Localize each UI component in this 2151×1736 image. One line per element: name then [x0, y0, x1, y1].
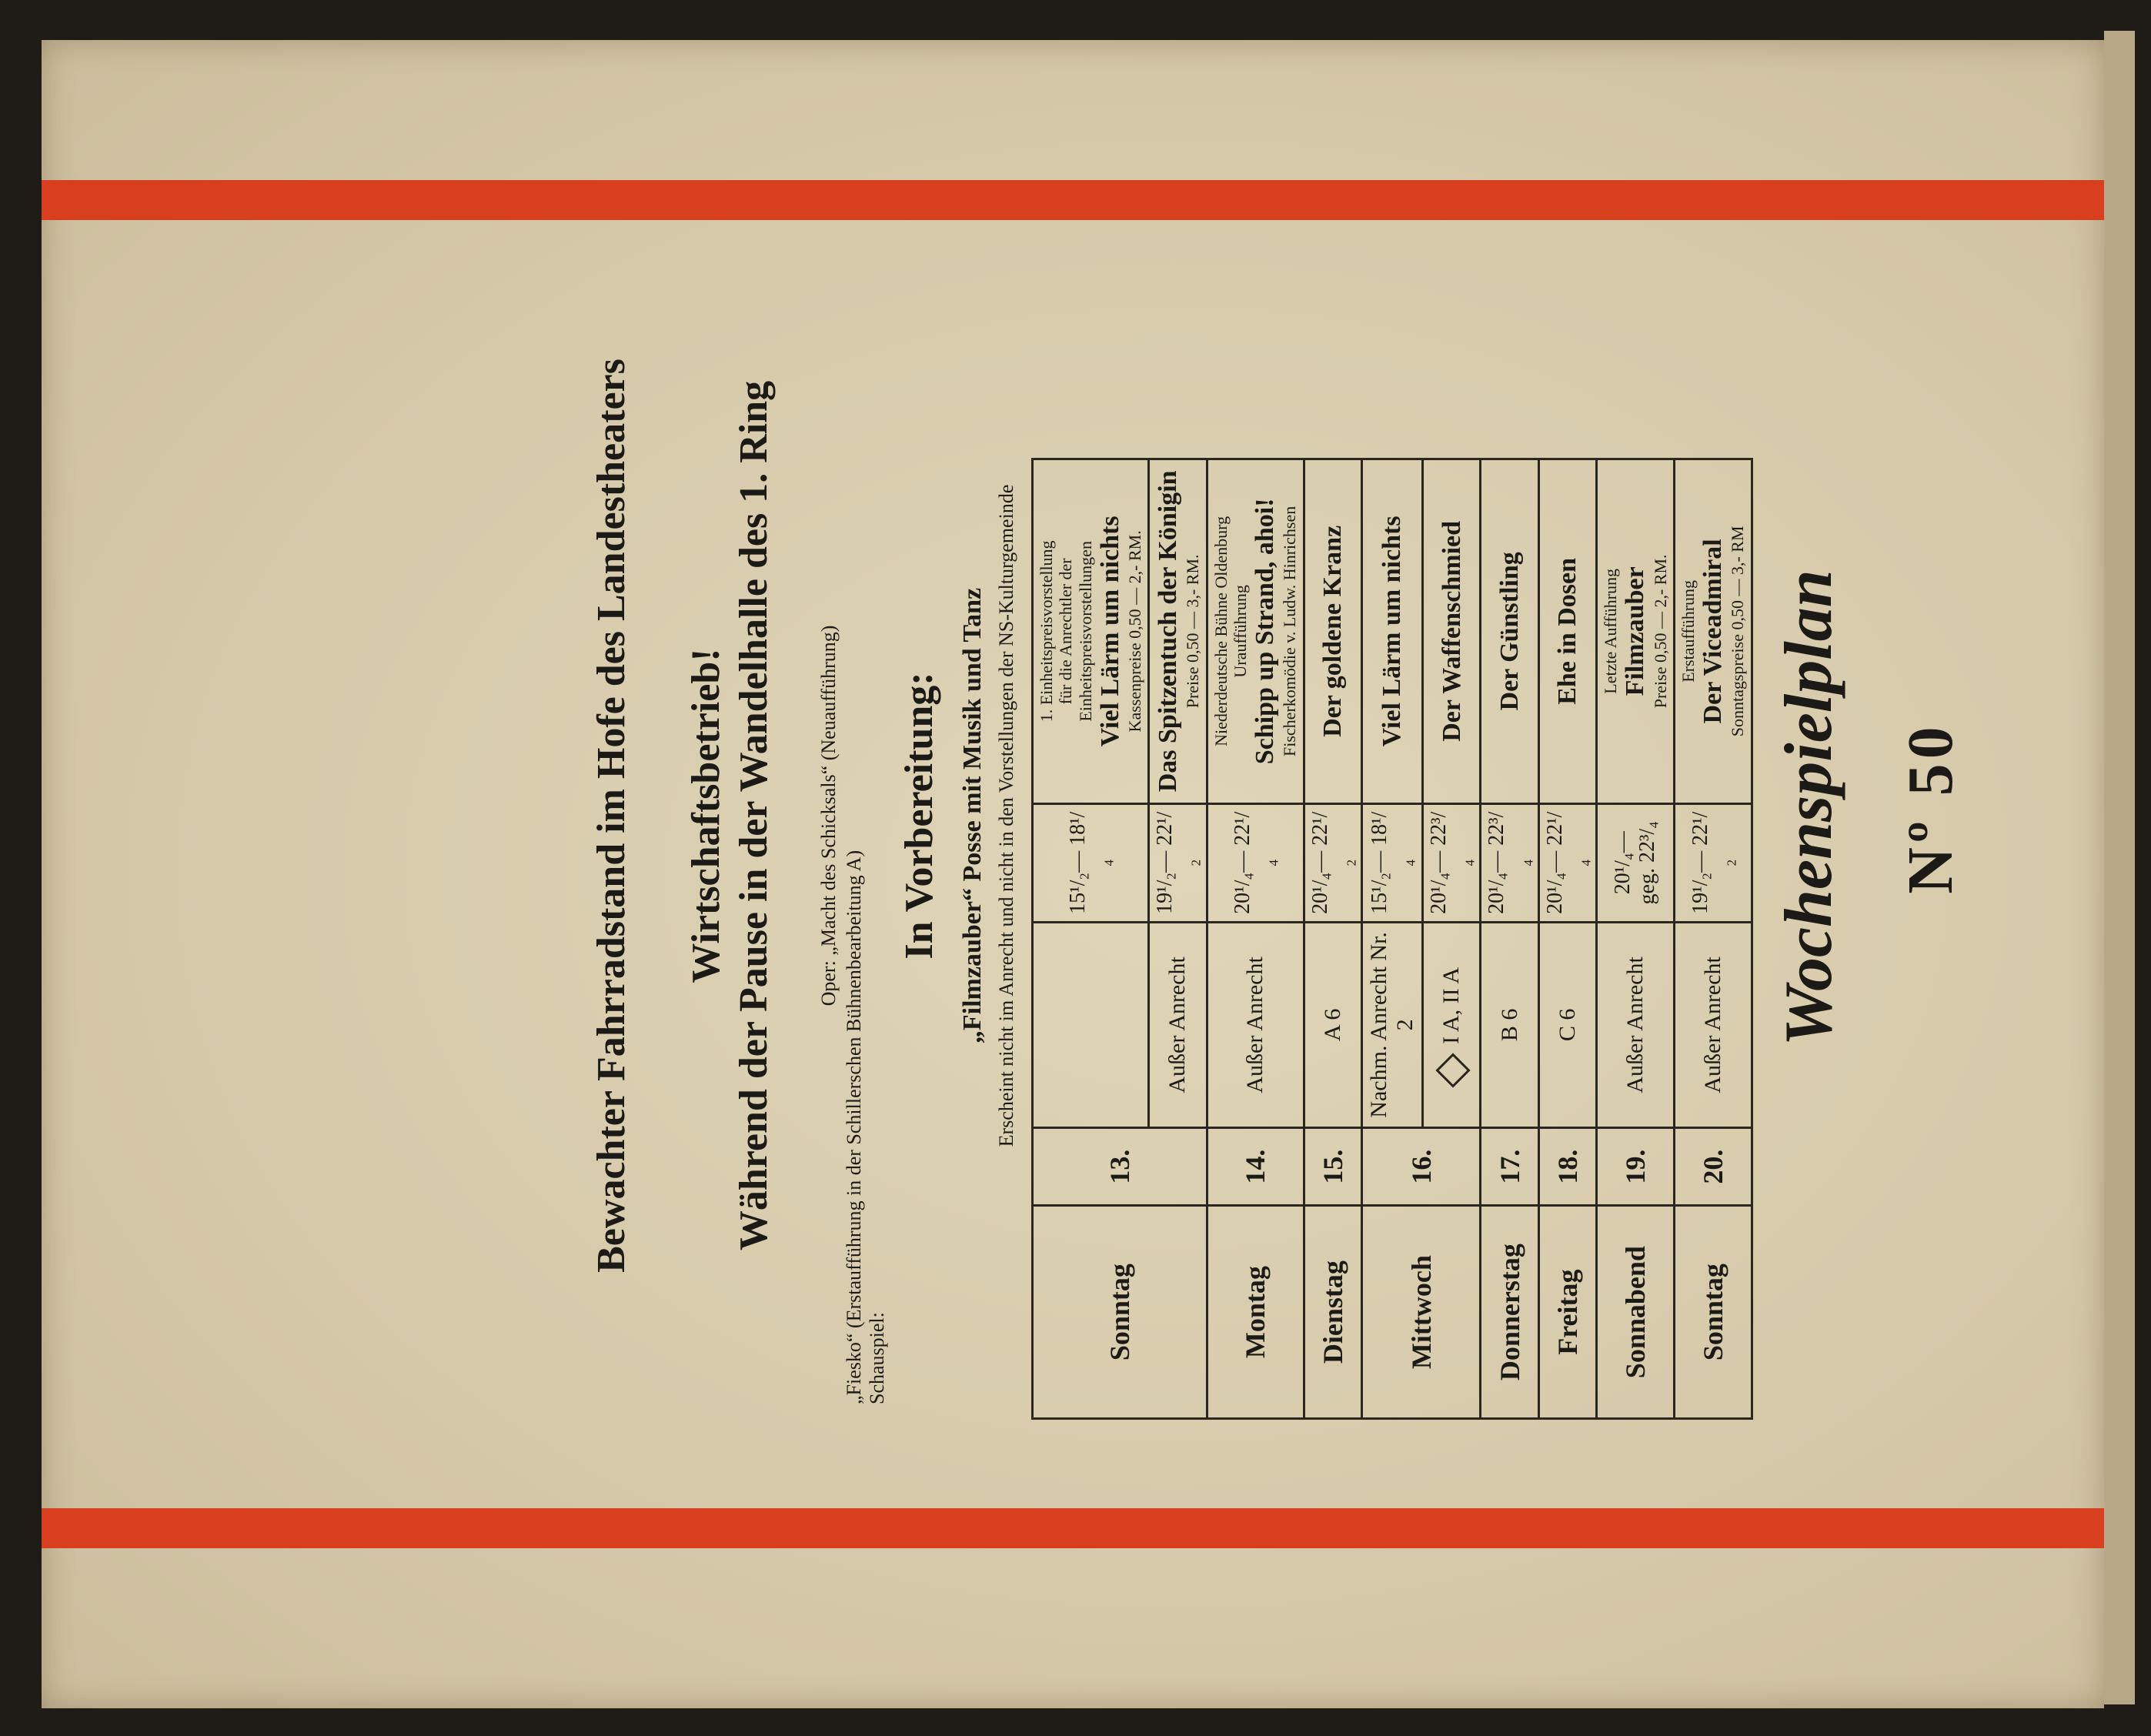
rotated-content	[115, 42, 2039, 1574]
schauspiel-label: Schauspiel:	[866, 1312, 888, 1404]
filmzauber-note: „Filmzauber“ Posse mit Musik und Tanz	[958, 587, 987, 1044]
subscription-label: I A, II A	[1438, 966, 1464, 1044]
date-cell: 15.	[1304, 1127, 1361, 1205]
play-note: Preise 0,50 — 3,- RM.	[1183, 554, 1203, 709]
anrecht-note: Erscheint nicht im Anrecht und nicht in den Vorstellungen der NS-Kulturgemeinde	[995, 484, 1017, 1147]
play-title: Viel Lärm um nichts	[1378, 516, 1407, 747]
play-title: Der Waffenschmied	[1437, 520, 1466, 742]
subscription-label: C 6	[1554, 1008, 1580, 1042]
oper-entry: Oper: „Macht des Schicksals“ (Neuaufführung)	[817, 625, 840, 1007]
schedule-row	[1538, 459, 1596, 1419]
day-cell: Dienstag	[1304, 1206, 1361, 1419]
schedule-row	[1674, 459, 1752, 1419]
schedule-row	[1597, 459, 1675, 1419]
time-cell: 20¹/₄— 22¹/₂	[1304, 803, 1361, 922]
bicycle-notice: Bewachter Fahrradstand im Hofe des Landestheaters	[590, 359, 633, 1273]
subscription-cell	[1304, 922, 1361, 1127]
subscription-cell	[1362, 922, 1423, 1127]
play-preface: Niederdeutsche Bühne Oldenburg	[1211, 516, 1231, 746]
weekly-schedule-table	[1031, 458, 1753, 1420]
play-cell	[1207, 459, 1304, 804]
schedule-row	[1481, 459, 1538, 1419]
ns-emblem-icon	[1435, 1053, 1470, 1087]
schedule-row	[1033, 459, 1149, 1419]
time-cell: 19¹/₂— 22¹/₂	[1149, 803, 1207, 922]
play-title: Der goldene Kranz	[1318, 525, 1348, 737]
play-title: Ehe in Dosen	[1553, 557, 1582, 705]
play-cell	[1423, 459, 1481, 804]
subscription-label: Außer Anrecht	[1699, 956, 1725, 1093]
subscription-cell	[1597, 922, 1675, 1127]
time-cell: 20¹/₄— 22¹/₄	[1207, 803, 1304, 922]
play-cell	[1149, 459, 1207, 804]
play-preface: Letzte Aufführung	[1601, 569, 1621, 694]
subscription-label: Außer Anrecht	[1164, 956, 1191, 1093]
schedule-row	[1304, 459, 1361, 1419]
date-cell: 18.	[1538, 1127, 1596, 1205]
play-note: Kassenpreise 0,50 — 2,- RM.	[1124, 530, 1144, 733]
play-cell	[1033, 459, 1149, 804]
play-note: Fischerkomödie v. Ludw. Hinrichsen	[1280, 506, 1300, 756]
play-cell	[1597, 459, 1675, 804]
catering-notice: Wirtschaftsbetrieb!	[684, 648, 728, 983]
day-cell: Mittwoch	[1362, 1206, 1481, 1419]
time-cell: 20¹/₄— geg. 22³/₄	[1597, 803, 1675, 922]
play-cell	[1674, 459, 1752, 804]
play-title: Schipp up Strand, ahoi!	[1251, 498, 1280, 765]
play-preface: 1. Einheitspreisvorstellung	[1037, 540, 1056, 723]
play-preface: für die Anrechtler der	[1056, 558, 1076, 705]
date-cell: 19.	[1597, 1127, 1675, 1205]
subscription-label: A 6	[1319, 1008, 1345, 1042]
play-cell	[1538, 459, 1596, 804]
subscription-cell	[1207, 922, 1304, 1127]
subscription-cell	[1538, 922, 1596, 1127]
play-title: Der Viceadmiral	[1698, 539, 1728, 724]
page-edge	[2104, 31, 2135, 1704]
date-cell: 14.	[1207, 1127, 1304, 1205]
schedule-row	[1207, 459, 1304, 1419]
pause-notice: Während der Pause in der Wandelhalle des 1. Ring	[732, 380, 776, 1251]
play-title: Filmzauber	[1621, 566, 1650, 696]
day-cell: Sonnabend	[1597, 1206, 1675, 1419]
subscription-label: B 6	[1496, 1008, 1522, 1042]
play-preface: Einheitspreisvorstellungen	[1075, 541, 1095, 722]
day-cell: Freitag	[1538, 1206, 1596, 1419]
subscription-cell	[1481, 922, 1538, 1127]
time-cell: 20¹/₄— 22³/₄	[1481, 803, 1538, 922]
page-title: Wochenspielplan	[1772, 569, 1846, 1047]
date-cell: 17.	[1481, 1127, 1538, 1205]
schedule-row	[1362, 459, 1423, 1419]
schauspiel-entry: „Fiesko“ (Erstaufführung in der Schillerschen Bühnenbearbeitung A)	[843, 850, 865, 1404]
day-cell: Sonntag	[1033, 1206, 1207, 1419]
date-cell: 16.	[1362, 1127, 1481, 1205]
day-cell: Donnerstag	[1481, 1206, 1538, 1419]
preparation-heading: In Vorbereitung:	[897, 672, 941, 960]
date-cell: 13.	[1033, 1127, 1207, 1205]
play-title: Viel Lärm um nichts	[1095, 516, 1124, 747]
subscription-label: Nachm. Anrecht Nr. 2	[1366, 932, 1418, 1118]
subscription-cell	[1674, 922, 1752, 1127]
day-cell: Sonntag	[1674, 1206, 1752, 1419]
time-cell: 20¹/₄— 22¹/₄	[1538, 803, 1596, 922]
date-cell: 20.	[1674, 1127, 1752, 1205]
subscription-label: Außer Anrecht	[1622, 956, 1648, 1093]
play-preface: Uraufführung	[1230, 585, 1250, 678]
play-note: Preise 0,50 — 2,- RM.	[1650, 554, 1670, 709]
play-title: Der Günstling	[1495, 552, 1525, 711]
subscription-cell	[1423, 922, 1481, 1127]
play-preface: Erstaufführung	[1678, 579, 1698, 683]
play-cell	[1362, 459, 1423, 804]
time-cell: 15¹/₂— 18¹/₄	[1362, 803, 1423, 922]
play-title: Das Spitzentuch der Königin	[1154, 470, 1183, 793]
play-cell	[1304, 459, 1361, 804]
subscription-label: Außer Anrecht	[1242, 956, 1268, 1093]
play-note: Sonntagspreise 0,50 — 3,- RM	[1728, 526, 1748, 737]
issue-number: Nº 50	[1895, 722, 1966, 894]
time-cell: 15¹/₂— 18¹/₄	[1033, 803, 1149, 922]
subscription-cell	[1149, 922, 1207, 1127]
play-cell	[1481, 459, 1538, 804]
time-cell: 20¹/₄— 22³/₄	[1423, 803, 1481, 922]
subscription-cell	[1033, 922, 1149, 1127]
day-cell: Montag	[1207, 1206, 1304, 1419]
time-cell: 19¹/₂— 22¹/₂	[1674, 803, 1752, 922]
